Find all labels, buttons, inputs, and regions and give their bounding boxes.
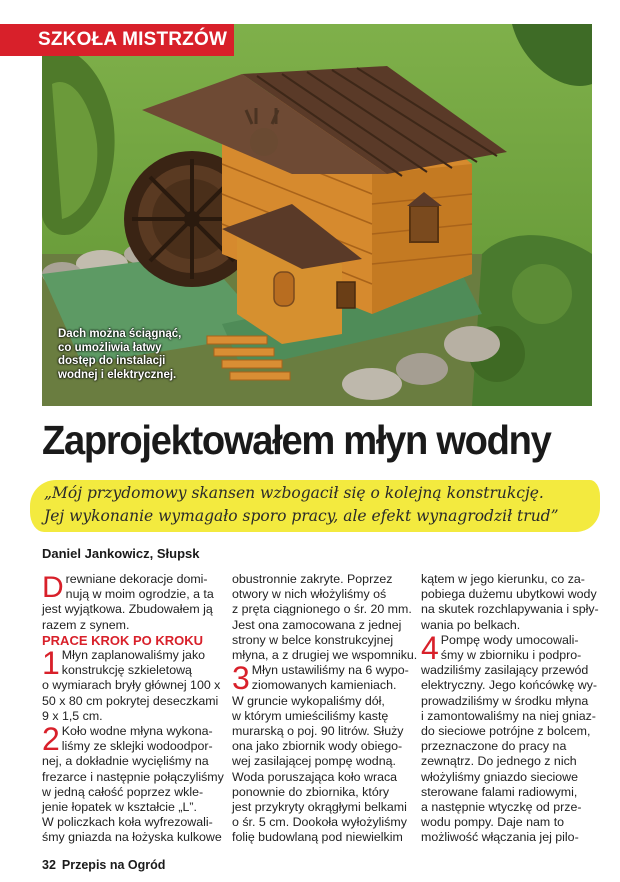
body-line: Pompę wody umocowali- [440, 632, 579, 647]
body-line: do sieciowe potrójne z bolcem, [421, 724, 591, 739]
body-line: o śr. 5 cm. Dookoła wyłożyliśmy [232, 815, 407, 830]
body-line: pobiega dużemu ubytkowi wody [421, 587, 597, 602]
body-line: śmy w zbiorniku i podpro- [440, 648, 582, 663]
body-line: o wymiarach bryły głównej 100 x [42, 678, 221, 693]
step-number: 4 [421, 629, 439, 666]
body-line: wania po belkach. [421, 617, 521, 632]
body-line: z pręta ciągnionego o śr. 20 mm. [232, 602, 412, 617]
body-line: otwory w nich włożyliśmy oś [232, 587, 387, 602]
caption-line: co umożliwia łatwy [58, 341, 162, 354]
section-subheading: PRACE KROK PO KROKU [42, 632, 204, 648]
body-line: rewniane dekoracje domi- [65, 572, 208, 586]
body-line: młyna, a z drugiej we wspomniku. [232, 648, 418, 663]
body-line: Woda poruszająca koło wraca [232, 769, 398, 784]
drop-cap: D [42, 571, 64, 604]
page-number: 32 [42, 858, 56, 872]
body-line: możliwość włączania jej pilo- [421, 830, 579, 845]
body-line: konstrukcję szkieletową [61, 663, 192, 678]
body-line: nują w moim ogrodzie, a ta [65, 587, 214, 602]
body-line: przeznaczone do pracy na [421, 739, 567, 754]
step-number: 2 [42, 721, 60, 758]
body-line: ponownie do zbiornika, który [232, 784, 390, 799]
body-line: Jest ona zamocowana z jednej [232, 617, 402, 632]
body-line: i zamontowaliśmy na niej gniaz- [421, 708, 596, 723]
section-tag: SZKOŁA MISTRZÓW [0, 24, 234, 56]
caption-line: dostęp do instalacji [58, 355, 166, 367]
body-line: frezarce i następnie połączyliśmy [42, 769, 224, 784]
article-lead-quote [44, 482, 594, 528]
body-line: prowadziliśmy w środku młyna [421, 693, 589, 708]
body-line: nej, a dokładnie wycięliśmy na [42, 754, 209, 769]
body-line: obustronnie zakryte. Poprzez [232, 572, 393, 586]
body-line: folię budowlaną pod niewielkim [232, 830, 403, 845]
caption-line: wodnej i elektrycznej. [58, 368, 177, 381]
body-line: a następnie wtyczkę od prze- [421, 800, 582, 815]
body-line: śmy gniazda na łożyska kulkowe [42, 830, 222, 845]
page-footer [42, 858, 165, 872]
text-column-2 [232, 572, 418, 846]
body-line: sterowane falami radiowymi, [421, 784, 578, 799]
body-line: 9 x 1,5 cm. [42, 708, 103, 723]
body-line: wadziliśmy zasilający przewód [421, 663, 589, 678]
body-line: jenie łopatek w kształcie „L”. [42, 800, 197, 815]
body-line: kątem w jego kierunku, co za- [421, 572, 585, 586]
body-line: Młyn ustawiliśmy na 6 wypo- [251, 663, 409, 678]
author-byline: Daniel Jankowicz, Słupsk [42, 546, 200, 561]
body-line: jest przykryty okrągłymi belkami [232, 800, 407, 815]
body-line: murarską o poj. 90 litrów. Służy [232, 724, 404, 739]
body-line: elektryczny. Jego końcówkę wy- [421, 678, 598, 693]
body-line: W policzkach koła wyfrezowali- [42, 815, 213, 830]
text-column-1 [42, 571, 224, 846]
step-number: 3 [232, 660, 250, 697]
body-line: włożyliśmy gniazdo sieciowe [421, 769, 579, 784]
body-line: ziomowanych kamieniach. [251, 678, 397, 693]
body-line: wej zasilającej pompę wodną. [232, 754, 396, 769]
body-line: wodu pompy. Daje nam to [421, 815, 565, 830]
caption-line: Dach można ściągnąć, [58, 328, 182, 340]
body-line: w którym umieściliśmy kastę [232, 708, 389, 723]
body-line: Koło wodne młyna wykona- [61, 724, 213, 739]
body-line: jest wyjątkowa. Zbudowałem ją [42, 602, 213, 617]
publication-name: Przepis na Ogród [61, 858, 166, 872]
photo-caption [58, 328, 228, 382]
body-line: 50 x 80 cm pokrytej deseczkami [42, 693, 219, 708]
article-headline: Zaprojektowałem młyn wodny [42, 417, 551, 463]
quote-line: „Mój przydomowy skansen wzbogacił się o kolejną konstrukcję. [44, 484, 544, 502]
body-line: W gruncie wykopaliśmy dół, [232, 693, 385, 708]
body-line: Młyn zaplanowaliśmy jako [61, 648, 206, 663]
body-line: razem z synem. [42, 617, 130, 632]
quote-line: Jej wykonanie wymagało sporo pracy, ale efekt wynagrodził trud” [44, 507, 559, 525]
step-number: 1 [42, 645, 60, 682]
body-line: strony w belce konstrukcyjnej [232, 632, 394, 647]
body-line: liśmy ze sklejki wodoodpor- [61, 739, 213, 754]
body-line: zewnątrz. Do jednego z nich [421, 754, 577, 769]
text-column-3 [421, 572, 599, 846]
body-line: ona jako zbiornik wody obiego- [232, 739, 403, 754]
body-line: w jedną całość poprzez wkle- [42, 784, 204, 799]
body-line: na skutek rozchlapywania i spły- [421, 602, 599, 617]
